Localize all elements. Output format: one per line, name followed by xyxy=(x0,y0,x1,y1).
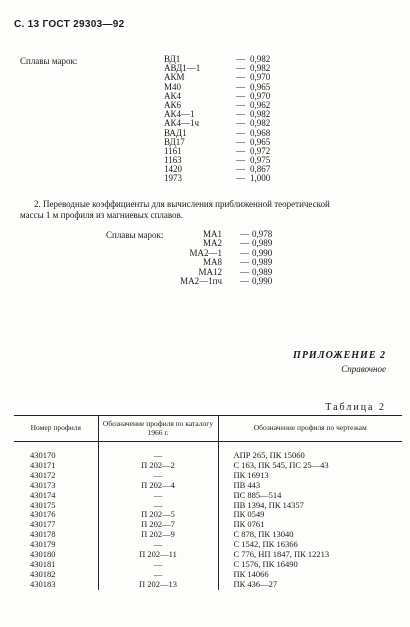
profile-number-cell: 430176 xyxy=(30,509,56,520)
mg-alloy-coefficient: 0,989 xyxy=(252,238,273,249)
alloy-name: АК4—1ч xyxy=(164,118,200,129)
alloy-coefficient: 0,982 xyxy=(250,54,271,64)
catalog-designation-cell: — xyxy=(98,540,218,550)
mg-alloy-coefficient: 0,989 xyxy=(252,266,273,277)
profile-number-cell: 430173 xyxy=(30,479,56,490)
dash: — xyxy=(240,266,249,277)
mg-alloys-label: Сплавы марок: xyxy=(106,230,164,240)
catalog-designation-cell: П 202—2 xyxy=(98,461,218,471)
mg-alloy-coefficient: 0,990 xyxy=(252,275,273,286)
table-row xyxy=(14,451,402,461)
alloy-name: АК4—1 xyxy=(164,109,195,120)
profile-number-cell: 430181 xyxy=(30,558,56,569)
drawing-designation-cell: ПК 436—27 xyxy=(218,580,402,590)
dash: — xyxy=(236,164,245,175)
appendix-title: ПРИЛОЖЕНИЕ 2 xyxy=(293,350,386,361)
catalog-designation-cell: П 202—4 xyxy=(98,481,218,491)
alloy-coefficient: 0,867 xyxy=(250,164,271,175)
drawing-designation-cell: ПВ 443 xyxy=(218,481,402,491)
table-row xyxy=(14,501,402,511)
drawing-designation-cell: ПК 16913 xyxy=(218,471,402,481)
mg-alloy-coefficient-list xyxy=(160,230,280,286)
table-row xyxy=(14,461,402,471)
alloy-coefficient: 0,982 xyxy=(250,63,271,74)
drawing-designation-cell: С 163, ПК 545, ПС 25—43 xyxy=(218,461,402,471)
alloy-name: АКМ xyxy=(164,72,185,83)
drawing-designation-cell: ПК 0549 xyxy=(218,510,402,520)
alloy-coefficient: 0,982 xyxy=(250,118,271,129)
drawing-designation-cell: ПК 14066 xyxy=(218,570,402,580)
catalog-designation-cell: П 202—9 xyxy=(98,530,218,540)
table-row xyxy=(14,491,402,501)
table-row xyxy=(14,481,402,491)
mg-alloy-name: МА8 xyxy=(202,257,222,268)
drawing-designation-cell: ПВ 1394, ПК 14357 xyxy=(218,501,402,511)
alloys-label: Сплавы марок: xyxy=(20,56,78,66)
catalog-designation-cell: — xyxy=(98,471,218,481)
dash: — xyxy=(236,155,245,166)
alloy-coefficient: 0,970 xyxy=(250,90,271,101)
alloy-coefficient: 0,965 xyxy=(250,136,271,147)
paragraph-2-line-1: 2. Переводные коэффициенты для вычисления приближенной теоретической xyxy=(34,199,330,209)
profile-number-cell: 430182 xyxy=(30,568,56,579)
alloy-coefficient: 0,975 xyxy=(250,155,271,166)
dash: — xyxy=(236,118,245,129)
dash: — xyxy=(236,99,245,110)
dash: — xyxy=(240,247,249,258)
alloy-name: ВАД1 xyxy=(164,127,187,138)
table-row xyxy=(14,550,402,560)
alloy-coefficient: 1,000 xyxy=(250,173,271,184)
profile-number-cell: 430174 xyxy=(30,489,56,500)
profile-number-cell: 430177 xyxy=(30,519,56,530)
drawing-designation-cell: С 1542, ПК 16366 xyxy=(218,540,402,550)
catalog-designation-cell: П 202—7 xyxy=(98,520,218,530)
dash: — xyxy=(240,275,249,286)
alloy-name: 1163 xyxy=(164,155,182,166)
page-header: С. 13 ГОСТ 29303—92 xyxy=(14,19,125,30)
catalog-designation-cell: — xyxy=(98,501,218,511)
alloy-name: ВД1 xyxy=(164,54,181,64)
table-row xyxy=(14,580,402,590)
drawing-designation-cell: АПР 265, ПК 15060 xyxy=(218,451,402,461)
alloy-name: М40 xyxy=(164,81,182,92)
dash: — xyxy=(236,72,245,83)
drawing-designation-cell: ПК 0761 xyxy=(218,520,402,530)
drawing-designation-cell: С 776, НП 1847, ПК 12213 xyxy=(218,550,402,560)
alloy-name: АК6 xyxy=(164,99,182,110)
mg-alloy-row xyxy=(160,277,280,286)
catalog-designation-cell: — xyxy=(98,491,218,501)
profile-number-cell: 430179 xyxy=(30,539,56,550)
alloy-name: ВД17 xyxy=(164,136,185,147)
mg-alloy-coefficient: 0,989 xyxy=(252,257,273,268)
table-row xyxy=(14,471,402,481)
profile-number-cell: 430180 xyxy=(30,549,56,560)
dash: — xyxy=(236,173,245,184)
mg-alloy-name: МА2—1 xyxy=(189,247,222,258)
profile-number-cell: 430170 xyxy=(30,450,56,460)
dash: — xyxy=(236,127,245,138)
table-spacer-row xyxy=(14,442,402,452)
mg-alloy-name: МА1 xyxy=(202,229,222,239)
table-row xyxy=(14,540,402,550)
profile-number-cell: 430172 xyxy=(30,469,56,480)
alloy-name: 1420 xyxy=(164,164,182,175)
dash: — xyxy=(240,229,249,239)
mg-alloy-coefficient: 0,990 xyxy=(252,247,273,258)
mg-alloy-coefficient: 0,978 xyxy=(252,229,273,239)
drawing-designation-cell: С 878, ПК 13040 xyxy=(218,530,402,540)
mg-alloy-name: МА2—1пч xyxy=(180,275,222,286)
catalog-designation-cell: П 202—5 xyxy=(98,510,218,520)
dash: — xyxy=(236,90,245,101)
alloy-coefficient: 0,968 xyxy=(250,127,271,138)
column-header-profile-number: Номер профиля xyxy=(14,416,98,442)
table-row xyxy=(14,570,402,580)
catalog-designation-cell: — xyxy=(98,451,218,461)
table-row xyxy=(14,510,402,520)
alloy-row xyxy=(164,174,284,183)
table-row xyxy=(14,520,402,530)
table-header-row xyxy=(14,416,402,442)
catalog-designation-cell: П 202—13 xyxy=(98,580,218,590)
profile-table xyxy=(14,415,402,590)
paragraph-2-line-2: массы 1 м профиля из магниевых сплавов. xyxy=(20,210,184,220)
appendix-subtitle: Справочное xyxy=(341,364,386,374)
column-header-drawing-designation: Обозначение профиля по чертежам xyxy=(218,416,402,442)
drawing-designation-cell: ПС 885—514 xyxy=(218,491,402,501)
catalog-designation-cell: П 202—11 xyxy=(98,550,218,560)
dash: — xyxy=(240,238,249,249)
profile-number-cell: 430178 xyxy=(30,529,56,540)
alloy-coefficient: 0,970 xyxy=(250,72,271,83)
alloy-coefficient: 0,965 xyxy=(250,81,271,92)
dash: — xyxy=(236,145,245,156)
table-row xyxy=(14,560,402,570)
alloy-name: 1973 xyxy=(164,173,182,184)
table-label: Таблица 2 xyxy=(325,402,386,413)
profile-number-cell: 430171 xyxy=(30,459,56,470)
dash: — xyxy=(236,81,245,92)
alloy-coefficient-list xyxy=(164,55,284,184)
alloy-name: АВД1—1 xyxy=(164,63,201,74)
dash: — xyxy=(240,257,249,268)
catalog-designation-cell: — xyxy=(98,560,218,570)
catalog-designation-cell: — xyxy=(98,570,218,580)
mg-alloy-name: МА2 xyxy=(202,238,222,249)
table-row xyxy=(14,530,402,540)
dash: — xyxy=(236,109,245,120)
drawing-designation-cell: С 1576, ПК 16490 xyxy=(218,560,402,570)
profile-number-cell: 430175 xyxy=(30,499,56,510)
alloy-name: 1161 xyxy=(164,145,182,156)
alloy-name: АК4 xyxy=(164,90,182,101)
alloy-coefficient: 0,972 xyxy=(250,145,271,156)
alloy-coefficient: 0,982 xyxy=(250,109,271,120)
dash: — xyxy=(236,136,245,147)
alloy-coefficient: 0,962 xyxy=(250,99,271,110)
mg-alloy-name: МА12 xyxy=(198,266,222,277)
profile-number-cell: 430183 xyxy=(30,578,56,589)
dash: — xyxy=(236,63,245,74)
dash: — xyxy=(236,54,245,64)
column-header-catalog-designation: Обозначение профиля по каталогу 1966 г. xyxy=(98,416,218,442)
